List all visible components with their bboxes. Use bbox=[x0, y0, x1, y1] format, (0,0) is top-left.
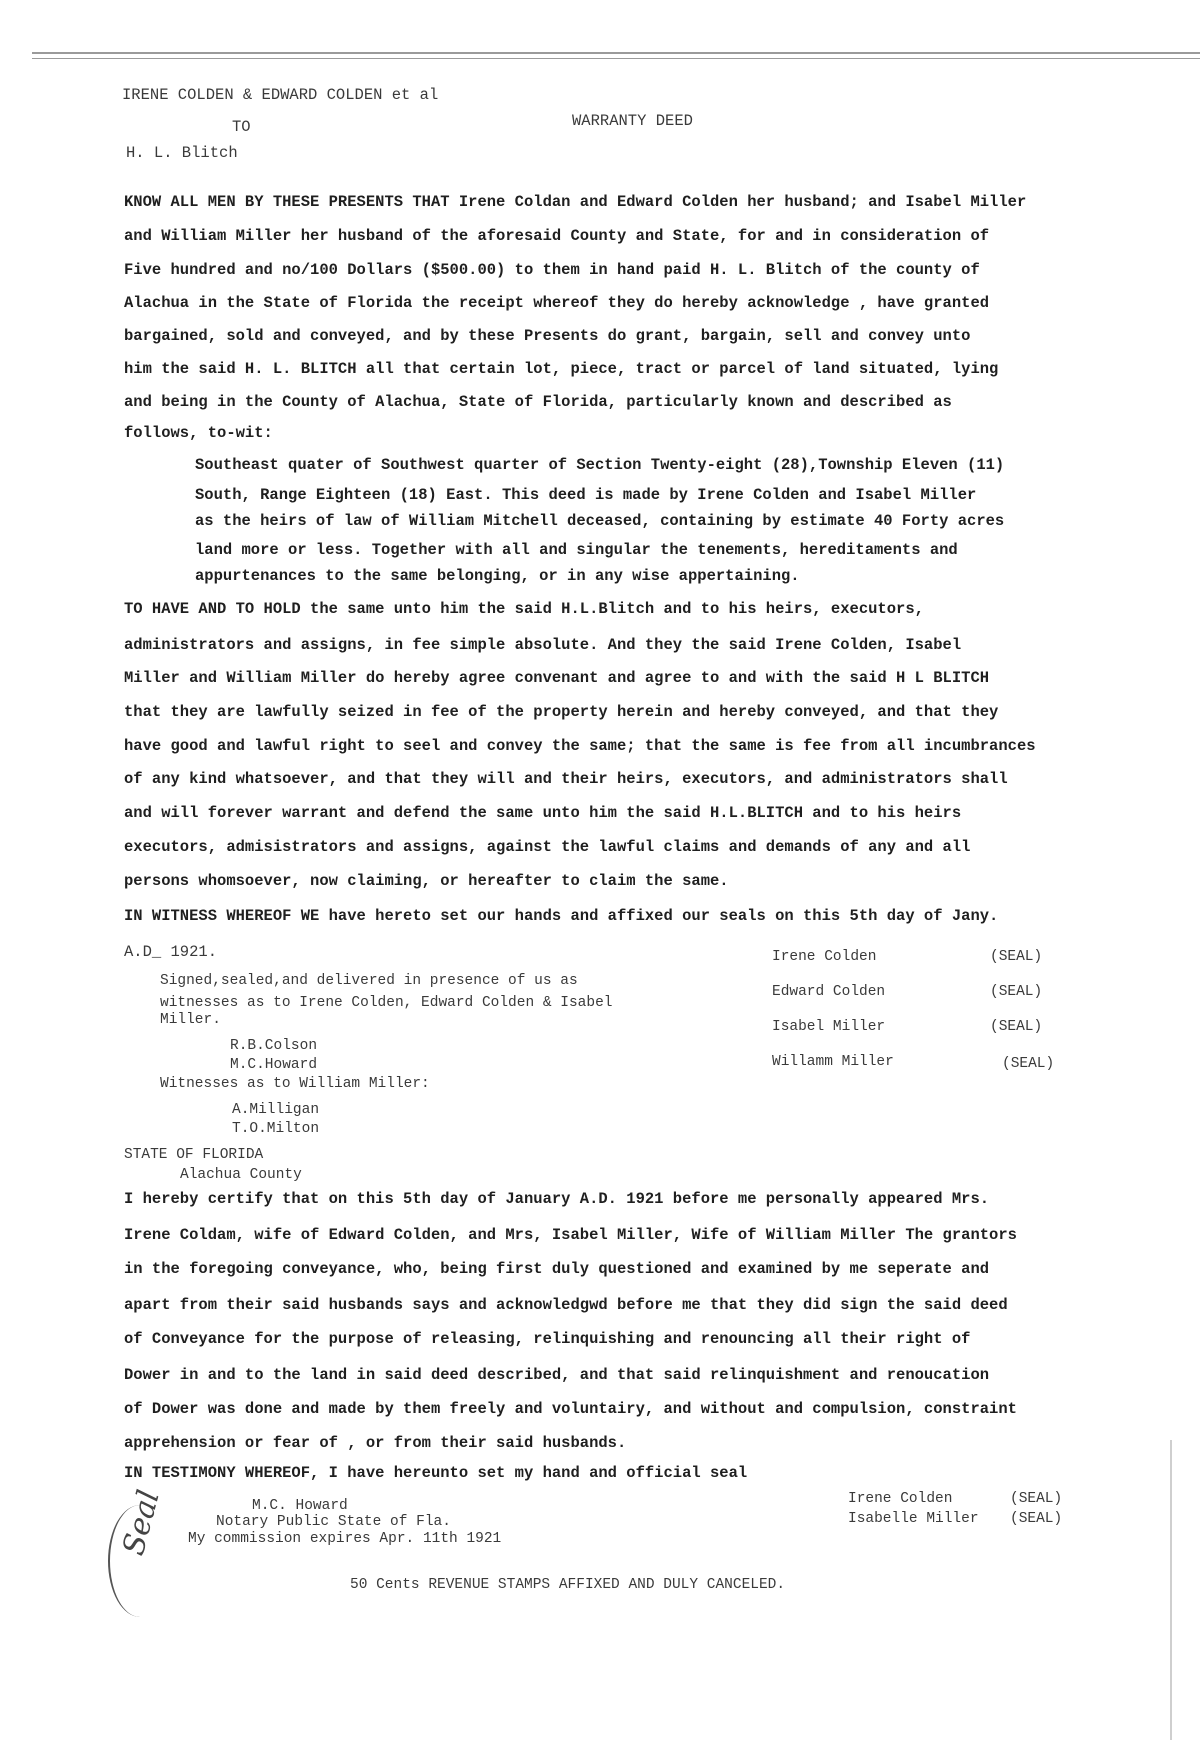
testimony-line: IN TESTIMONY WHEREOF, I have hereunto set my hand and official seal bbox=[124, 1464, 748, 1482]
body-line: him the said H. L. BLITCH all that certain lot, piece, tract or parcel of land situated, lying bbox=[124, 360, 999, 378]
witness-name: M.C.Howard bbox=[230, 1057, 318, 1073]
body-line: Five hundred and no/100 Dollars ($500.00) to them in hand paid H. L. Blitch of the county of bbox=[124, 261, 980, 279]
habendum-line: persons whomsoever, now claiming, or hereafter to claim the same. bbox=[124, 872, 729, 890]
ack-line: Dower in and to the land in said deed described, and that said relinquishment and renoucation bbox=[124, 1366, 990, 1384]
revenue-stamps-note: 50 Cents REVENUE STAMPS AFFIXED AND DULY CANCELED. bbox=[350, 1577, 786, 1593]
description-line: as the heirs of law of William Mitchell deceased, containing by estimate 40 Forty acres bbox=[195, 512, 1005, 530]
habendum-line: administrators and assigns, in fee simple absolute. And they the said Irene Colden, Isabel bbox=[124, 636, 962, 654]
ack-line: in the foregoing conveyance, who, being first duly questioned and examined by me seperate and bbox=[124, 1260, 990, 1278]
witness-whereof-line: IN WITNESS WHEREOF WE have hereto set our hands and affixed our seals on this 5th day of Jany. bbox=[124, 907, 999, 925]
top-rule bbox=[32, 52, 1200, 54]
habendum-line: executors, admisistrators and assigns, against the lawful claims and demands of any and all bbox=[124, 838, 971, 856]
seal-mark: (SEAL) bbox=[1010, 1511, 1063, 1527]
habendum-line: Miller and William Miller do hereby agree convenant and agree to and with the said H L BLITCH bbox=[124, 669, 990, 687]
seal-mark: (SEAL) bbox=[990, 949, 1043, 965]
body-line: and being in the County of Alachua, State of Florida, particularly known and described as bbox=[124, 393, 952, 411]
body-line: and William Miller her husband of the aforesaid County and State, for and in consideration of bbox=[124, 227, 990, 245]
witness-name: T.O.Milton bbox=[232, 1121, 320, 1137]
body-line: KNOW ALL MEN BY THESE PRESENTS THAT Irene Coldan and Edward Colden her husband; and Isabel Miller bbox=[124, 193, 1027, 211]
deed-parties: IRENE COLDEN & EDWARD COLDEN et al bbox=[122, 86, 439, 104]
grantor-signature: Isabel Miller bbox=[772, 1019, 886, 1035]
deed-title: WARRANTY DEED bbox=[572, 112, 693, 130]
description-line: land more or less. Together with all and singular the tenements, hereditaments and bbox=[195, 541, 958, 559]
grantor-signature: Edward Colden bbox=[772, 984, 886, 1000]
deed-grantee: H. L. Blitch bbox=[126, 144, 238, 162]
habendum-line: that they are lawfully seized in fee of the property herein and hereby conveyed, and that they bbox=[124, 703, 999, 721]
habendum-line: of any kind whatsoever, and that they will and their heirs, executors, and administrators shall bbox=[124, 770, 1008, 788]
body-line: follows, to-wit: bbox=[124, 424, 273, 442]
witness-statement: Signed,sealed,and delivered in presence of us as bbox=[160, 973, 578, 989]
habendum-line: have good and lawful right to seel and convey the same; that the same is fee from all incumbrances bbox=[124, 737, 1036, 755]
habendum-line: TO HAVE AND TO HOLD the same unto him the said H.L.Blitch and to his heirs, executors, bbox=[124, 600, 924, 618]
description-line: appurtenances to the same belonging, or in any wise appertaining. bbox=[195, 567, 800, 585]
seal-mark: (SEAL) bbox=[1002, 1056, 1055, 1072]
deed-to: TO bbox=[232, 118, 251, 136]
witness-statement: witnesses as to Irene Colden, Edward Colden & Isabel bbox=[160, 995, 613, 1011]
witness-heading-miller: Witnesses as to William Miller: bbox=[160, 1076, 430, 1092]
witness-name: R.B.Colson bbox=[230, 1038, 318, 1054]
grantor-signature: Irene Colden bbox=[772, 949, 877, 965]
notary-name: M.C. Howard bbox=[252, 1498, 348, 1514]
witness-name: A.Milligan bbox=[232, 1102, 320, 1118]
ack-line: Irene Coldam, wife of Edward Colden, and Mrs, Isabel Miller, Wife of William Miller The grantors bbox=[124, 1226, 1017, 1244]
ack-line: of Conveyance for the purpose of releasing, relinquishing and renouncing all their right of bbox=[124, 1330, 971, 1348]
description-line: South, Range Eighteen (18) East. This deed is made by Irene Colden and Isabel Miller bbox=[195, 486, 977, 504]
ack-line: of Dower was done and made by them freely and voluntairy, and without and compulsion, constraint bbox=[124, 1400, 1017, 1418]
top-rule-2 bbox=[32, 58, 1200, 59]
grantor-signature: Willamm Miller bbox=[772, 1054, 894, 1070]
body-line: Alachua in the State of Florida the receipt whereof they do hereby acknowledge , have granted bbox=[124, 294, 990, 312]
notary-commission: My commission expires Apr. 11th 1921 bbox=[188, 1531, 502, 1547]
seal-mark: (SEAL) bbox=[990, 1019, 1043, 1035]
notary-title: Notary Public State of Fla. bbox=[216, 1514, 451, 1530]
ack-state: STATE OF FLORIDA bbox=[124, 1147, 264, 1163]
ack-county: Alachua County bbox=[180, 1167, 302, 1183]
habendum-line: and will forever warrant and defend the same unto him the said H.L.BLITCH and to his heirs bbox=[124, 804, 962, 822]
seal-mark: (SEAL) bbox=[1010, 1491, 1063, 1507]
ack-line: I hereby certify that on this 5th day of January A.D. 1921 before me personally appeared Mrs. bbox=[124, 1190, 990, 1208]
page-edge bbox=[1170, 1440, 1172, 1740]
witness-statement: Miller. bbox=[160, 1012, 221, 1028]
body-line: bargained, sold and conveyed, and by these Presents do grant, bargain, sell and convey unto bbox=[124, 327, 971, 345]
execution-year: A.D_ 1921. bbox=[124, 943, 218, 961]
handwritten-seal-word: Seal bbox=[116, 1486, 167, 1560]
ack-signature: Isabelle Miller bbox=[848, 1511, 979, 1527]
ack-signature: Irene Colden bbox=[848, 1491, 953, 1507]
ack-line: apprehension or fear of , or from their said husbands. bbox=[124, 1434, 627, 1452]
description-line: Southeast quater of Southwest quarter of Section Twenty-eight (28),Township Eleven (11) bbox=[195, 456, 1005, 474]
ack-line: apart from their said husbands says and acknowledgwd before me that they did sign the said deed bbox=[124, 1296, 1008, 1314]
seal-mark: (SEAL) bbox=[990, 984, 1043, 1000]
